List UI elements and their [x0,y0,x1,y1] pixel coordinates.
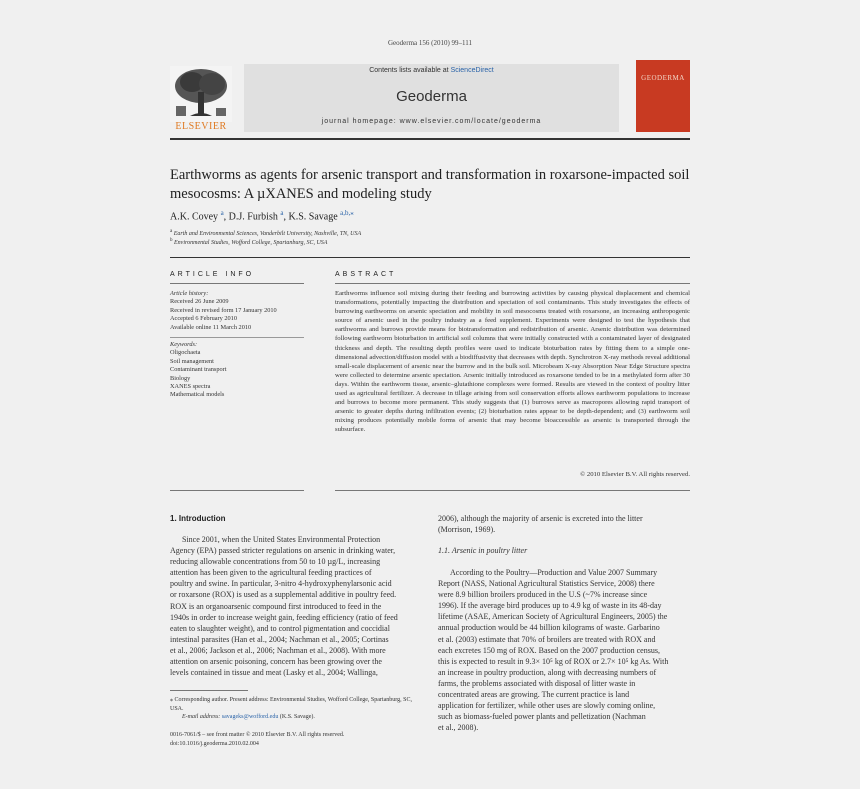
doi-link[interactable]: doi:10.1016/j.geoderma.2010.02.004 [170,741,259,747]
author-list: A.K. Covey $^a$, D.J. Furbish $^a$, K.S. Savage $^{a,b,⁎}$ [170,209,354,223]
body-line: farms, the problems associated with disposal of litter waste in [438,678,636,688]
body-line: were 8.9 billion broilers produced in the U.S (~7% increase since [438,590,648,600]
body-line: an increase in poultry production, along with decreasing numbers of [438,667,657,677]
history-rule [170,337,304,338]
body-line: concentrated areas are growing. The current practice is land [438,690,630,700]
body-line: Since 2001, when the United States Environmental Protection [182,535,381,544]
body-line: application for fertilizer, while other uses are slowly coming online, [438,701,656,711]
author-affil-marker[interactable]: a,b,⁎ [340,209,354,217]
affiliation-marker: b [170,238,173,243]
article-history [170,290,320,332]
body-line: or roxarsone (ROX) is used as a supplemental additive in poultry feed. [170,590,397,600]
body-line: reducing allowable concentrations from 50 to 10 µg/L, increasing [170,557,381,567]
body-line: levels contained in tissue and meat (Lasky et al., 2004; Wallinga, [170,668,378,678]
history-item: Received in revised form 17 January 2010 [170,306,277,314]
footnote-rule [170,690,248,691]
keyword: XANES spectra [170,383,211,391]
keywords-block [170,341,320,400]
journal-title: Geoderma [396,88,467,105]
keyword: Contaminant transport [170,366,227,374]
contents-prefix: Contents lists available at [369,67,451,74]
email-label: E-mail address: [182,714,221,720]
author-name: K.S. Savage [288,211,338,223]
keyword: Soil management [170,357,214,365]
issn-line: 0016-7061/$ – see front matter © 2010 Elsevier B.V. All rights reserved. [170,732,345,738]
body-line: each excretes 150 mg of ROX. Based on the 2007 production census, [438,645,660,655]
author-name: D.J. Furbish [228,211,278,223]
title-rule [170,257,690,258]
body-line: attention on arsenic poisoning, concern has been growing over the [170,657,382,667]
body-line: ROX is an organoarsenic compound first introduced to feed in the [170,601,382,611]
body-line: et al. (2003) estimate that 70% of broilers are treated with ROX and [438,634,656,644]
email-link[interactable]: savageks@wofford.edu [221,714,279,720]
abstract-copyright: © 2010 Elsevier B.V. All rights reserved. [580,471,690,478]
affiliation [170,229,361,237]
body-line: et al., 2008). [438,723,479,733]
keyword: Oligochaeta [170,349,201,357]
article-info-bottom-rule [170,490,304,491]
history-item: Received 26 June 2009 [170,298,229,306]
abstract-rule [335,283,690,284]
header-rule [170,138,690,140]
body-line: Agency (EPA) passed stricter regulations on arsenic in drinking water, [170,546,396,556]
cover-title: GEODERMA [641,74,685,82]
affiliation [170,238,327,246]
affiliation-marker: a [170,229,173,234]
author-name: A.K. Covey [170,211,219,223]
sciencedirect-link[interactable]: ScienceDirect [450,67,494,74]
history-item: Accepted 6 February 2010 [170,315,237,323]
body-line: intestinal parasites (Han et al., 2004; Nachman et al., 2005; Cortinas [170,634,389,644]
body-line: attention has been given to the agricultural feeding practices of [170,568,372,578]
body-line: eaten to slaughter weight), and to control pigmentation and coccidial [170,623,390,633]
journal-homepage[interactable]: journal homepage: www.elsevier.com/locate/geoderma [321,118,542,125]
body-line: such as biomass-fueled power plants and pelletization (Nachman [438,712,646,722]
subsection-heading: 1.1. Arsenic in poultry litter [438,546,528,555]
journal-citation: Geoderma 156 (2010) 99–111 [387,39,473,47]
intro-right-column [438,567,690,733]
body-line: et al., 2006; Jackson et al., 2006; Nachman et al., 2008). With more [170,645,386,655]
keyword: Mathematical models [170,391,225,399]
body-line: 2006), although the majority of arsenic is excreted into the litter [438,514,643,523]
history-item: Available online 11 March 2010 [170,323,252,331]
body-line: 1996). If the average bird produces up to 4.9 kg of waste in its 48-day [438,601,662,611]
abstract-heading: ABSTRACT [335,271,397,278]
body-line: (Morrison, 1969). [438,525,496,535]
journal-cover-image [636,60,690,132]
body-line: 1940s in order to increase weight gain, feeding efficiency (ratio of feed [170,612,398,622]
body-line: According to the Poultry—Production and Value 2007 Summary [450,568,658,577]
author-affil-marker[interactable]: a [220,209,224,217]
body-line: poultry and swine. In particular, 3-nitro 4-hydroxyphenylarsonic acid [170,579,392,589]
keyword: Biology [170,374,191,382]
affiliation-text: Environmental Studies, Wofford College, Spartanburg, SC, USA [174,240,328,246]
publisher-logo-text: ELSEVIER [175,121,227,132]
article-info-heading: ARTICLE INFO [170,271,255,278]
author-affil-marker[interactable]: a [280,209,284,217]
intro-left-column [170,534,422,678]
keywords-label: Keywords: [170,341,198,348]
intro-right-column-top [438,513,690,535]
body-line: this is expected to result in 9.3× 10⁵ kg of ROX or 2.7× 10⁵ kg As. With [438,656,669,666]
article-title: Earthworms as agents for arsenic transport and transformation in roxarsone-impacted soil mesocosms: A µXANES and modeling study [170,167,690,202]
contents-line [244,67,619,74]
history-label: Article history: [170,290,209,297]
footnote-corresponding: ⁎ Corresponding author. Present address: Environmental Studies, Wofford College, Spartanburg, SC, USA. [170,697,412,712]
affiliation-text: Earth and Environmental Sciences, Vanderbilt University, Nashville, TN, USA [173,231,362,237]
body-line: annual production would be 44 billion kilograms of waste. Garbarino [438,623,660,633]
body-line: Report (NASS, National Agricultural Statistics Service, 2008) there [438,579,655,589]
body-line: lifetime (ASAE, American Society of Agricultural Engineers, 2005) the [438,612,668,622]
email-suffix: (K.S. Savage). [279,714,315,720]
section-heading: 1. Introduction [170,514,226,523]
article-info-rule [170,283,304,284]
abstract-text: Earthworms influence soil mixing during their feeding and burrowing activities by causing physical displacement and chemical transformations, potentially impacting the distribution and speciation of soil contaminants. This study investigates the effects of burrowing earthworms on arsenic speciation and mobility in soil mesocosms treated with roxarsone, an increasing anthropogenic source of arsenic used in the poultry industry as a feed supplement. Experiments were designed to test the hypothesis that earthworms and burrows provide means for biotransformation and redistribution of arsenic. Arsenic distribution was determined following earthworm bioturbation in artificial soil columns that were initially constructed with a contaminated layer of designated thickness and depth. The resulting depth profiles were used to indicate bioturbation rates by fitting them to a simple one-dimensional advection/diffusion model with a biodiffusivity that decreases with depth. Synchrotron X-ray methods reveal additional small-scale displacement of arsenic near the burrow and in the bulk soil. Microbeam X-ray Absorption Near Edge Structure spectra were collected to determine arsenic speciation. Arsenic initially introduced as roxarsone tended to be in a methylated form after 30 days. Within the earthworm tissue, arsenic–glutathione complexes were formed. Results are viewed in the context of poultry litter used as agricultural fertilizer. A decrease in tillage arising from soil conservation efforts allows earthworm populations to increase and burrows to become more permanent. This study suggests that (1) burrows serve as macropores allowing rapid transport of arsenic to greater depths during infiltration events; (2) bioturbation rates appear to be depth-dependent; and (3) earthworm soil mixing produces potentially mobile forms of arsenic that may become bioaccessible as arsenic is transported through the subsurface. [335,290,690,434]
footnote-email [182,713,422,722]
abstract-bottom-rule [335,490,690,491]
